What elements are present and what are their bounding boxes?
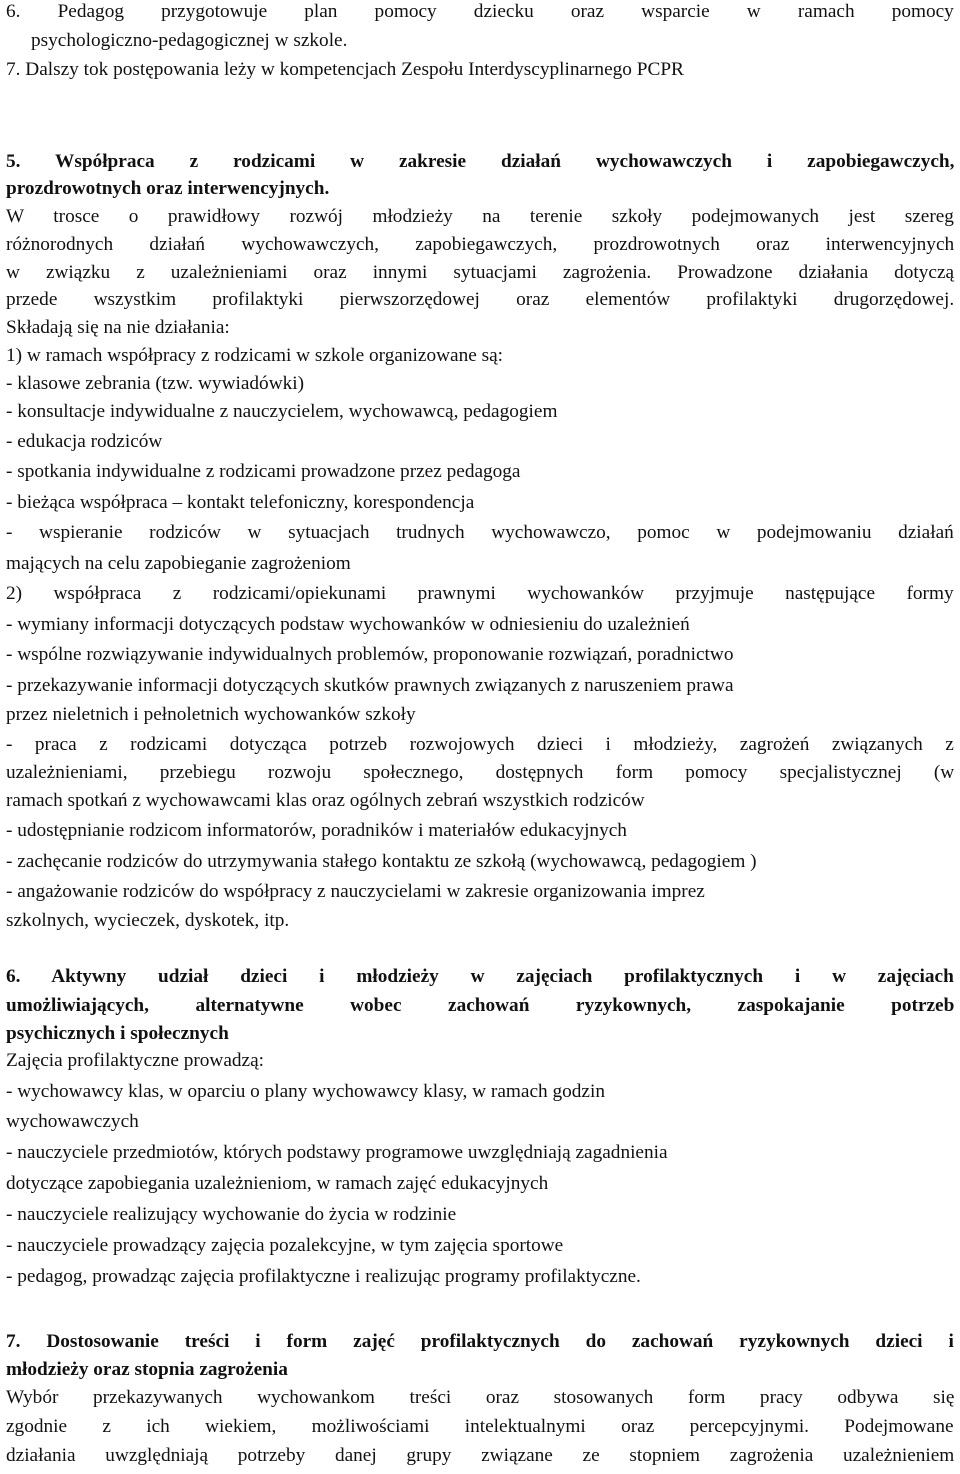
- section-5-body-line: Składają się na nie działania:: [6, 317, 230, 338]
- section-5-body-line: - wspólne rozwiązywanie indywidualnych problemów, proponowanie rozwiązań, poradnictwo: [6, 644, 734, 665]
- section-5-body-line: szkolnych, wycieczek, dyskotek, itp.: [6, 910, 290, 931]
- section-5-body-line: w związku z uzależnieniami oraz innymi sytuacjami zagrożenia. Prowadzone działania dotyczą: [6, 262, 955, 283]
- section-6-body-line: - nauczyciele przedmiotów, których podstawy programowe uwzględniają zagadnienia: [6, 1142, 668, 1163]
- section-5-body-line: - zachęcanie rodziców do utrzymywania stałego kontaktu ze szkołą (wychowawcą, pedagogiem ): [6, 851, 757, 872]
- section-5-body-line: - wspieranie rodziców w sytuacjach trudnych wychowawczo, pomoc w podejmowaniu działań: [6, 522, 954, 543]
- section-7-body-line: działania uwzględniają potrzeby danej grupy związane ze stopniem zagrożenia uzależnieniem: [6, 1445, 955, 1466]
- section-5-body-line: - spotkania indywidualne z rodzicami prowadzone przez pedagoga: [6, 461, 521, 482]
- section-5-body-line: W trosce o prawidłowy rozwój młodzieży na terenie szkoły podejmowanych jest szereg: [6, 206, 954, 227]
- section-6-body-line: - nauczyciele realizujący wychowanie do życia w rodzinie: [6, 1204, 457, 1225]
- section-5-body-line: przez nieletnich i pełnoletnich wychowanków szkoły: [6, 704, 416, 725]
- section-5-body-line: różnorodnych działań wychowawczych, zapobiegawczych, prozdrowotnych oraz interwencyjnych: [6, 234, 955, 255]
- section-5-body-line: przede wszystkim profilaktyki pierwszorzędowej oraz elementów profilaktyki drugorzędowej.: [6, 289, 955, 310]
- section-5-body-line: - angażowanie rodziców do współpracy z nauczycielami w zakresie organizowania imprez: [6, 881, 705, 902]
- section-5-heading-line-2: prozdrowotnych oraz interwencyjnych.: [6, 178, 330, 199]
- section-7-body-line: zgodnie z ich wiekiem, możliwościami intelektualnymi oraz percepcyjnymi. Podejmowane: [6, 1416, 954, 1437]
- section-5-body-line: - przekazywanie informacji dotyczących skutków prawnych związanych z naruszeniem prawa: [6, 675, 734, 696]
- section-5-body-line: uzależnieniami, przebiegu rozwoju społecznego, dostępnych form pomocy specjalistycznej (w: [6, 762, 955, 783]
- section-6-heading-line-3: psychicznych i społecznych: [6, 1023, 229, 1044]
- section-5-body-line: 1) w ramach współpracy z rodzicami w szkole organizowane są:: [6, 345, 504, 366]
- section-6-body-line: - nauczyciele prowadzący zajęcia pozalekcyjne, w tym zajęcia sportowe: [6, 1235, 564, 1256]
- section-6-body-line: wychowawczych: [6, 1111, 139, 1132]
- list-item-6-line-2: psychologiczno-pedagogicznej w szkole.: [31, 30, 348, 51]
- section-5-body-line: - edukacja rodziców: [6, 431, 163, 452]
- section-6-body-line: dotyczące zapobiegania uzależnieniom, w ramach zajęć edukacyjnych: [6, 1173, 549, 1194]
- section-5-heading-line-1: 5. Współpraca z rodzicami w zakresie działań wychowawczych i zapobiegawczych,: [6, 151, 955, 172]
- section-5-body-line: 2) współpraca z rodzicami/opiekunami prawnymi wychowanków przyjmuje następujące formy: [6, 583, 954, 604]
- list-item-6-line-1: 6. Pedagog przygotowuje plan pomocy dziecku oraz wsparcie w ramach pomocy: [6, 1, 954, 22]
- section-6-heading-line-2: umożliwiających, alternatywne wobec zachowań ryzykownych, zaspokajanie potrzeb: [6, 995, 955, 1016]
- section-5-body-line: - udostępnianie rodzicom informatorów, poradników i materiałów edukacyjnych: [6, 820, 627, 841]
- section-5-body-line: - wymiany informacji dotyczących podstaw wychowanków w odniesieniu do uzależnień: [6, 614, 690, 635]
- section-6-heading-line-1: 6. Aktywny udział dzieci i młodzieży w zajęciach profilaktycznych i w zajęciach: [6, 966, 954, 987]
- section-5-body-line: - klasowe zebrania (tzw. wywiadówki): [6, 373, 305, 394]
- section-6-body-line: - pedagog, prowadząc zajęcia profilaktyczne i realizując programy profilaktyczne.: [6, 1266, 641, 1287]
- section-6-body-line: Zajęcia profilaktyczne prowadzą:: [6, 1050, 265, 1071]
- section-5-body-line: ramach spotkań z wychowawcami klas oraz ogólnych zebrań wszystkich rodziców: [6, 790, 645, 811]
- list-item-7-line-1: 7. Dalszy tok postępowania leży w kompetencjach Zespołu Interdyscyplinarnego PCPR: [6, 59, 684, 80]
- section-5-body-line: mających na celu zapobieganie zagrożeniom: [6, 553, 351, 574]
- section-7-body-line: Wybór przekazywanych wychowankom treści oraz stosowanych form pracy odbywa się: [6, 1387, 955, 1408]
- section-7-heading-line-2: młodzieży oraz stopnia zagrożenia: [6, 1359, 288, 1380]
- section-5-body-line: - bieżąca współpraca – kontakt telefoniczny, korespondencja: [6, 492, 475, 513]
- section-5-body-line: - konsultacje indywidualne z nauczycielem, wychowawcą, pedagogiem: [6, 401, 558, 422]
- section-7-heading-line-1: 7. Dostosowanie treści i form zajęć profilaktycznych do zachowań ryzykownych dzieci i: [6, 1331, 954, 1352]
- section-5-body-line: - praca z rodzicami dotycząca potrzeb rozwojowych dzieci i młodzieży, zagrożeń związanych z: [6, 734, 954, 755]
- section-6-body-line: - wychowawcy klas, w oparciu o plany wychowawcy klasy, w ramach godzin: [6, 1081, 605, 1102]
